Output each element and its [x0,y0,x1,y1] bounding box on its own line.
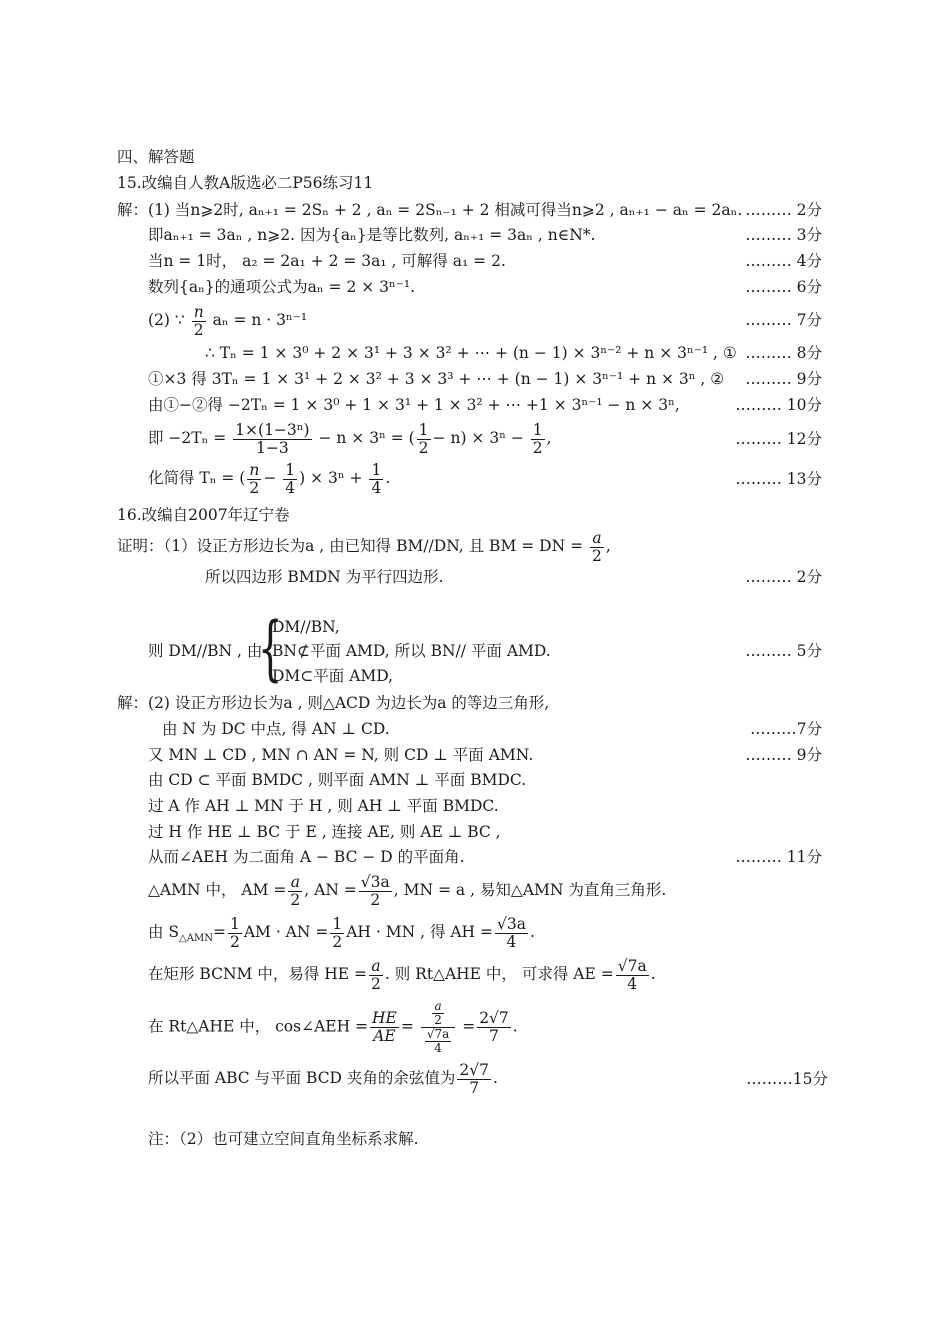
solution-label: 解： [117,694,149,712]
q16-solution-line-12: 所以平面 ABC 与平面 BCD 夹角的余弦值为 $\frac{2√7}{7}$ . [148,1060,498,1097]
fraction: $\frac{√3a}{2}$ [360,872,390,909]
q15-line-10: 化简得 Tₙ = ( $\frac{n}{2}$ − $\frac{1}{4}$ ) × 3ⁿ + $\frac{1}{4}$ . [148,460,391,497]
fraction: $\frac{2√7}{7}$ [459,1060,490,1097]
q16-solution-line-6: 过 H 作 HE ⊥ BC 于 E , 连接 AE, 则 AE ⊥ BC , [148,823,501,841]
score-13: ……… 13分 [735,470,822,488]
score-6: ……… 6分 [745,278,822,296]
q15-line-8: 由①−②得 −2Tₙ = 1 × 3⁰ + 1 × 3¹ + 1 × 3² + ⋯ +1 × 3ⁿ⁻¹ − n × 3ⁿ, [148,396,680,414]
fraction: $\frac{1}{4}$ [371,460,382,497]
solution-label: 解： [117,201,149,219]
score-3: ……… 3分 [745,226,822,244]
q16-solution-line-5: 过 A 作 AH ⊥ MN 于 H , 则 AH ⊥ 平面 BMDC. [148,797,499,815]
score-9: ……… 9分 [745,370,822,388]
q16-solution-line-3: 又 MN ⊥ CD , MN ∩ AN = N, 则 CD ⊥ 平面 AMN. [148,746,534,764]
q16-proof-line-2: 所以四边形 BMDN 为平行四边形. [205,568,444,586]
fraction: $\frac{1}{2}$ [332,914,343,951]
compound-fraction: $\frac{\frac{a}{2}}{\frac{√7a}{4}}$ [421,1000,455,1055]
score-10: ……… 10分 [735,396,822,414]
line-text: (1) 当n⩾2时, aₙ₊₁ = 2Sₙ + 2 , aₙ = 2Sₙ₋₁ + 2 相减可得当n⩾2 , aₙ₊₁ − aₙ = 2aₙ. [148,201,743,219]
q16-solution-line-2: 由 N 为 DC 中点, 得 AN ⊥ CD. [162,720,390,738]
section-title: 四、解答题 [117,148,195,166]
score-2: ……… 2分 [745,201,822,219]
q16-solution-line-11: 在 Rt△AHE 中， cos∠AEH = $\frac{HE}{AE}$ = $\frac{\frac{a}{2}}{\frac{√7a}{4}}$ = $\frac{2√7}{7}$ . [148,999,518,1055]
q15-line-1 [117,199,742,221]
case-1: DM//BN, [272,618,340,636]
q15-line-4: 数列{aₙ}的通项公式为aₙ = 2 × 3ⁿ⁻¹. [148,278,416,296]
q15-line-7: ①×3 得 3Tₙ = 1 × 3¹ + 2 × 3² + 3 × 3³ + ⋯ + (n − 1) × 3ⁿ⁻¹ + n × 3ⁿ , ② [148,370,725,388]
fraction: $\frac{1}{2}$ [418,420,429,457]
q16-solution-line-9: 由 $S_{\triangle AMN}=$ $\frac{1}{2}$ AM · AN = $\frac{1}{2}$ AH · MN , 得 AH = $\frac{√3a}{4}$ . [148,914,535,951]
q15-line-5: (2) ∵ $\frac{n}{2}$ aₙ = n · 3ⁿ⁻¹ [148,302,308,339]
note: 注：（2）也可建立空间直角坐标系求解. [148,1130,419,1148]
score-q16-15: ………15分 [746,1070,828,1088]
q16-solution-line-10: 在矩形 BCNM 中，易得 HE = $\frac{a}{2}$ . 则 Rt△AHE 中， 可求得 AE = $\frac{√7a}{4}$ . [148,956,656,993]
score-8: ……… 8分 [745,344,822,362]
fraction: $\frac{√7a}{4}$ [617,956,647,993]
fraction: $\frac{2√7}{7}$ [479,1009,509,1045]
fraction: $\frac{n}{2}$ [193,302,204,339]
fraction: $\frac{\text{1×(1−3ⁿ)}}{1-3}$ [235,420,310,457]
left-brace: { [258,607,283,689]
fraction: $\frac{a}{2}$ [371,956,381,993]
fraction: $\frac{n}{2}$ [249,460,260,497]
fraction: $\frac{1}{2}$ [532,420,543,457]
q15-line-3: 当n = 1时， a₂ = 2a₁ + 2 = 3a₁ , 可解得 a₁ = 2. [148,252,506,270]
score-q16-11: ……… 11分 [735,848,822,866]
fraction: $\frac{a}{2}$ [592,528,602,565]
q16-solution-line-7: 从而∠AEH 为二面角 A − BC − D 的平面角. [148,848,465,866]
q15-line-2: 即aₙ₊₁ = 3aₙ , n⩾2. 因为{aₙ}是等比数列, aₙ₊₁ = 3aₙ , n∈N*. [148,226,596,244]
score-q16-5: ……… 5分 [745,642,822,660]
q15-header: 15.改编自人教A版选必二P56练习11 [117,174,374,192]
q16-solution-line-1: 解：(2) 设正方形边长为a , 则△ACD 为边长为a 的等边三角形, [117,694,550,712]
score-q16-2: ……… 2分 [745,568,822,586]
fraction: $\frac{√3a}{4}$ [497,914,526,951]
fraction: $\frac{1}{2}$ [229,914,240,951]
score-7: ……… 7分 [745,311,822,329]
fraction: $\frac{HE}{AE}$ [372,1009,397,1045]
fraction: $\frac{1}{4}$ [285,460,296,497]
q16-proof-line-1: 证明：（1）设正方形边长为a , 由已知得 BM//DN, 且 BM = DN = $\frac{a}{2}$ , [117,528,611,565]
case-lead: 则 DM//BN , 由 [148,642,263,660]
fraction: $\frac{a}{2}$ [290,872,301,909]
q16-solution-line-8: △AMN 中， AM = $\frac{a}{2}$ , AN = $\frac{√3a}{2}$ , MN = a , 易知△AMN 为直角三角形. [148,872,667,909]
score-q16-9: ……… 9分 [745,746,822,764]
q15-line-9: 即 −2Tₙ = $\frac{\text{1×(1−3ⁿ)}}{1-3}$ − n × 3ⁿ = ( $\frac{1}{2}$ − n) × 3ⁿ − $\frac{1}{2}$ , [148,420,552,457]
case-3: DM⊂平面 AMD, [272,667,394,685]
score-12: ……… 12分 [735,430,822,448]
q16-solution-line-4: 由 CD ⊂ 平面 BMDC , 则平面 AMN ⊥ 平面 BMDC. [148,771,527,789]
score-q16-7: ………7分 [750,720,822,738]
q15-line-6: ∴ Tₙ = 1 × 3⁰ + 2 × 3¹ + 3 × 3² + ⋯ + (n − 1) × 3ⁿ⁻² + n × 3ⁿ⁻¹ , ① [205,344,737,362]
case-2: BN⊄平面 AMD, 所以 BN// 平面 AMD. [272,642,551,660]
score-4: ……… 4分 [745,252,822,270]
q16-header: 16.改编自2007年辽宁卷 [117,506,290,524]
proof-label: 证明： [117,537,164,555]
